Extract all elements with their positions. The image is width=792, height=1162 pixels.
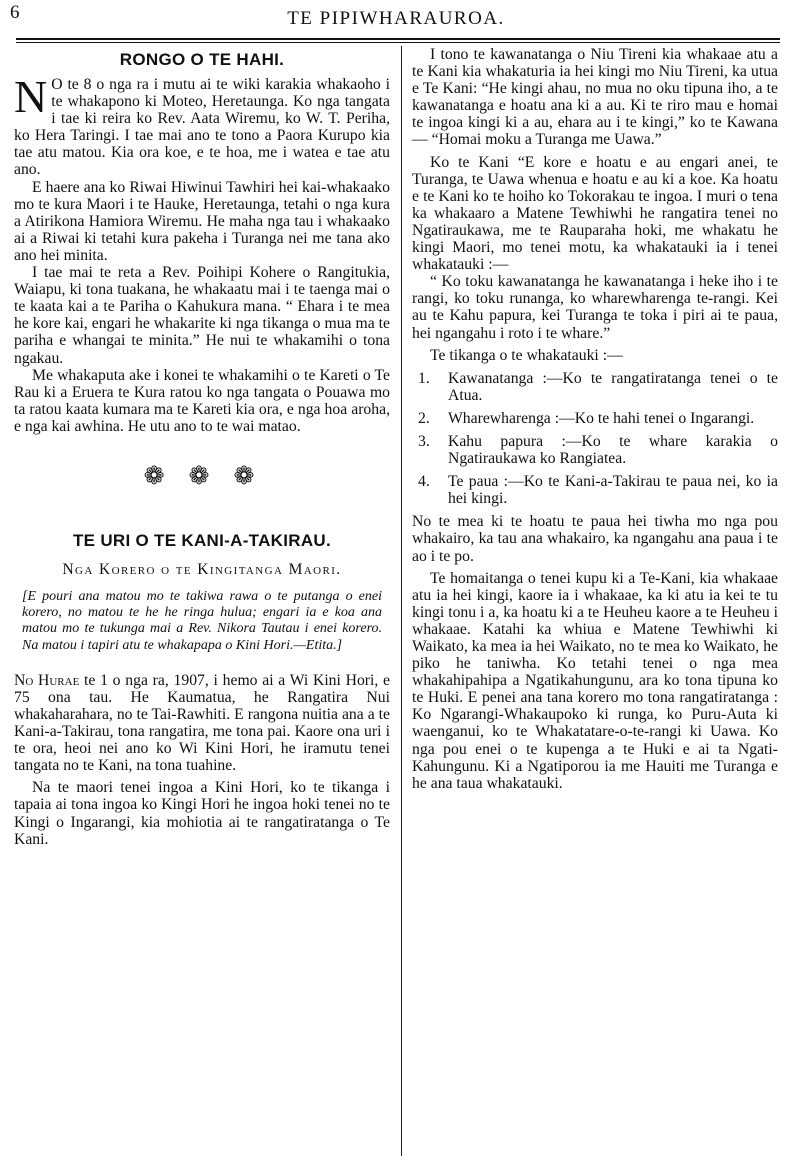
article1-paragraph-3: I tae mai te reta a Rev. Poihipi Kohere o Rangitukia, Waiapu, ki tona tuakana, he whakaatu mai i te taenga mai o te kaata kai a te Pariha o Kahukura mana. “ Ehara i te mea he kore kai, engari he whakarite ki nga tikanga o mua ma te pariha e whangai te minita.” He nui te whakamihi o tona ngakau.: [14, 264, 390, 367]
list-item-number: 2.: [418, 409, 430, 427]
proverb-list: [412, 370, 778, 508]
list-item-number: 1.: [418, 369, 430, 387]
list-item: [412, 473, 778, 507]
list-item: [412, 410, 778, 427]
list-item-text: Kahu papura :—Ko te whare karakia o Ngatiraukawa ko Rangiatea.: [448, 432, 778, 468]
right-paragraph-4: Te tikanga o te whakatauki :—: [430, 346, 623, 364]
list-item-text: Wharewharenga :—Ko te hahi tenei o Ingarangi.: [448, 409, 755, 427]
article-subheading: Nga Korero o te Kingitanga Maori.: [62, 560, 342, 578]
list-item-number: 4.: [418, 473, 430, 491]
header-rule-thin: [16, 42, 780, 43]
article2-p1-text: te 1 o nga ra, 1907, i hemo ai a Wi Kini Hori, e 75 ona tau. He Kaumatua, he Rangatira Nui whakaharahara, no te Tai-Rawhiti. E rangona nuitia ana a te Kani-a-Takirau, tona rangatira, me tona pai. Kaore ona uri i te ora, heoi nei ano ko Wi Kini Hori, he iramutu tenei tangata no te Kani, na tona tuahine.: [14, 671, 391, 775]
header-rule: [16, 38, 780, 40]
editor-note: [E pouri ana matou mo te takiwa rawa o te putanga o enei korero, no matou te he he ringa hulua; engari ia e koa ana matou mo te tukunga mai a Rev. Nikora Tautau i enei korero. Na matou i tapiri atu te whakapapa o Kini Hori.—Etita.]: [22, 588, 382, 653]
list-item-text: Te paua :—Ko te Kani-a-Takirau te paua nei, ko ia hei kingi.: [448, 473, 778, 508]
right-paragraph-3: “ Ko toku kawanatanga he kawanatanga i heke iho i te rangi, ko toku runanga, ko wharewharenga te-rangi. Kei au te Kahu papura, kei Turanga te toka i piri ai te paua, hei ngangahu i roto i te whare.”: [412, 273, 778, 342]
list-item-text: Kawanatanga :—Ko te rangatiratanga tenei o te Atua.: [448, 369, 778, 404]
right-paragraph-6: Te homaitanga o tenei kupu ki a Te-Kani, kia whakaae atu ia hei kingi, kaore ia i whakaae, ka ki atu ia kei te tu kingi tonu i a, ka hoatu ki a te Heuheu kaore a te Heuheu i whakaae. Katahi ka whiua e Matene Tewhiwhi ki Waikato, ka mea ia hei Waikato, no te mea ko Waikato, he piko he taniwha. Ko tetahi tenei o nga mea whakahipahipa a Ngatikahungunu, ara ko tona tipuna ko te Huki. E penei ana tana korero mo tona rangatiratanga : Ko Ngarangi-Whakaupoko ki runga, ko Puru-Auta ki waenganui, ko te Whakatatare-o-te-rangi ki Uawa. Ko nga pou enei o te kupenga a te Huki e ai ta Ngati-Kahungunu. Ki a Ngatiporou ia me Hauiti me Turanga e he ana taua whakatauki.: [412, 569, 778, 792]
column-divider: [401, 46, 402, 1156]
article2-paragraph-1: [14, 672, 390, 775]
list-item: [412, 370, 778, 404]
ornament-divider-icon: ❁❁❁: [143, 462, 279, 490]
right-column: [412, 46, 778, 792]
right-paragraph-1: I tono te kawanatanga o Niu Tireni kia whakaae atu a te Kani kia whakaturia ia hei kingi mo Niu Tireni, ka utua e Te Kani: “He kingi ahau, no mua no oku tipuna iho, a te kawanatanga e hoatu ana ki a au. Ki te riro mau e homai te ingoa kingi ki a au, ehara au i te kingi,” ko te Kawana— “Homai moku a Turanga me Uawa.”: [412, 46, 778, 149]
list-item: [412, 433, 778, 467]
running-title: TE PIPIWHARAUROA.: [287, 8, 505, 29]
article1-paragraph-1: [14, 71, 390, 179]
left-column: [14, 46, 390, 848]
page-header: [0, 0, 792, 44]
article-heading-te-kani: TE URI O TE KANI-A-TAKIRAU.: [72, 530, 332, 550]
article1-paragraph-2: E haere ana ko Riwai Hiwinui Tawhiri hei kai-whakaako mo te kura Maori i te Hauke, Heretaunga, tetahi o nga kura a Atirikona Hamiora Wiremu. He maha nga tau i whakaako ai a Riwai ki tetahi kura pakeha i Turanga nei me tana ako ano hei minita.: [14, 178, 390, 264]
right-paragraph-5: No te mea ki te hoatu te paua hei tiwha mo nga pou whakairo, ka tau ana whakairo, ka ngangahu ana paua i te ao i te po.: [412, 513, 778, 565]
article1-paragraph-4: Me whakaputa ake i konei te whakamihi o te Kareti o Te Rau ki a Eruera te Kura ratou ko nga tangata o Pouawa mo ta ratou kaata kumara ma te Kareti kia ora, e nga hoa aroha, e nga kai awhina. He utu ano to te wai matao.: [14, 366, 390, 435]
list-item-number: 3.: [418, 432, 430, 450]
article2-paragraph-2: Na te maori tenei ingoa a Kini Hori, ko te tikanga i tapaia ai tona ingoa ko Kingi Hori he ingoa hoki tenei no te Kingi o Ingarangi, kia mohiotia ai te rangatiratanga o Te Kani.: [14, 779, 390, 848]
drop-cap-letter: N: [14, 71, 48, 122]
page-number: 6: [10, 2, 20, 23]
lead-in-words: No Hurae: [14, 671, 80, 689]
right-paragraph-2: Ko te Kani “E kore e hoatu e au engari anei, te Turanga, te Uawa whenua e hoatu e au ki a koe. Ka hoatu e te Kani ko te hoiho ko Tokorakau te ingoa. I muri o tena ka whakaaro a Matene Tewhiwhi he rangatira tenei no Ngatiraukawa, me te Rauparaha hoki, me whakatu he kingi Maori, mo tenei motu, ka whakatauki ia i tenei whakatauki :—: [412, 153, 778, 274]
article-heading-church-news: RONGO O TE HAHI.: [119, 50, 285, 69]
article1-p1-text: O te 8 o nga ra i mutu ai te wiki karakia whakaoho i te whakapono ki Moteo, Heretaunga. Ko nga tangata i tae ki reira ko Rev. Aata Wiremu, ko W. T. Periha, ko Hera Taringi. I tae mai ano te tono a Paora Kurupo kia tae atu matou. Kia ora koe, e te hoa, me i watea e tae atu ano.: [14, 76, 390, 179]
